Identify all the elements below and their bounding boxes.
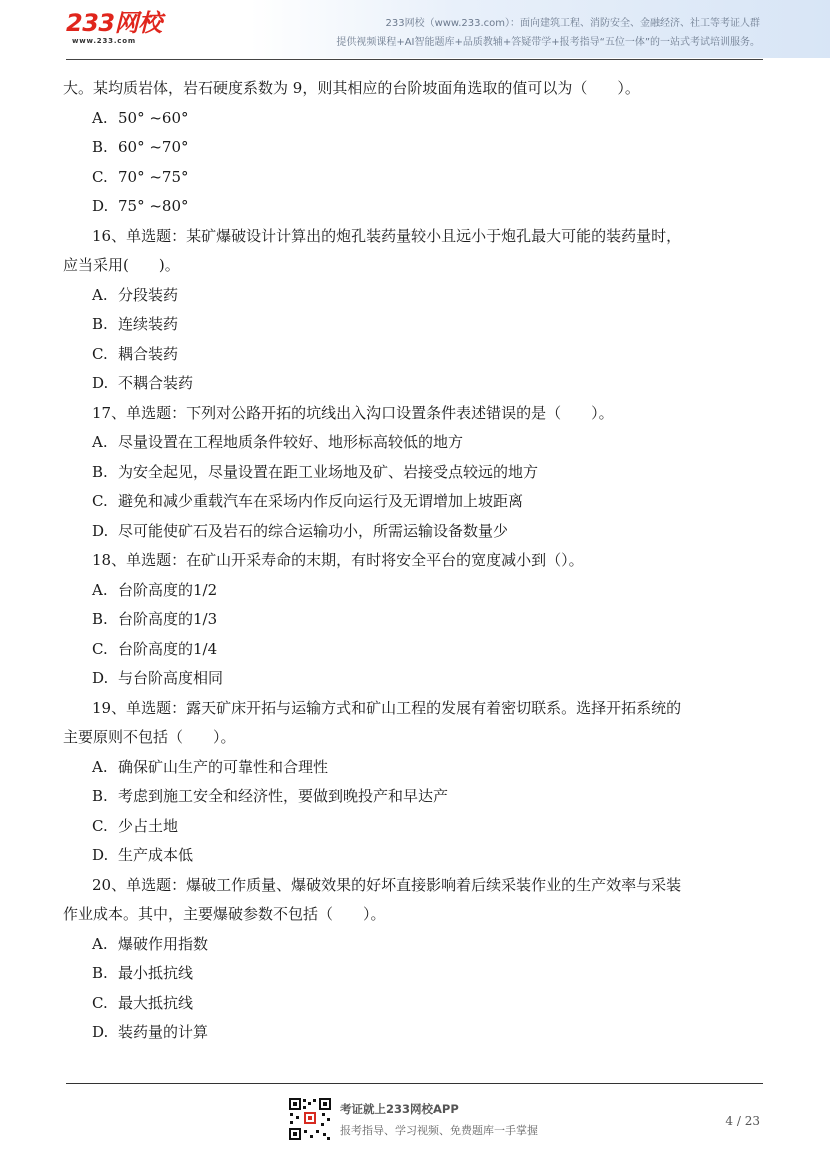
- option-label: C.: [92, 639, 108, 658]
- answer-option: [63, 133, 763, 163]
- option-label: D.: [92, 669, 109, 687]
- answer-option: [63, 576, 763, 606]
- line-text: 台阶高度的1/3: [118, 610, 218, 628]
- logo: [66, 10, 166, 50]
- footer-app-subtitle: 报考指导、学习视频、免费题库一手掌握: [340, 1124, 538, 1137]
- answer-option: [63, 930, 763, 960]
- line-text: 尽量设置在工程地质条件较好、地形标高较低的地方: [118, 433, 464, 451]
- line-text: 60° ~70°: [118, 138, 189, 156]
- question-stem: [63, 871, 763, 901]
- answer-option: [63, 841, 763, 871]
- question-text-continued: [63, 74, 763, 104]
- header-divider: [66, 59, 763, 60]
- line-text: 17、单选题：下列对公路开拓的坑线出入沟口设置条件表述错误的是（ ）。: [92, 403, 614, 422]
- logo-text: 233网校: [66, 9, 162, 37]
- question-stem: [63, 694, 763, 724]
- header-slogan-line2: 提供视频课程+AI智能题库+品质教辅+答疑带学+报考指导“五位一体”的一站式考试培训服务。: [336, 37, 760, 48]
- option-label: C.: [92, 492, 108, 510]
- question-content: [63, 74, 763, 1048]
- line-text: 最小抵抗线: [118, 964, 194, 982]
- line-text: 19、单选题：露天矿床开拓与运输方式和矿山工程的发展有着密切联系。选择开拓系统的: [92, 698, 682, 717]
- line-text: 最大抵抗线: [118, 993, 194, 1012]
- line-text: 不耦合装药: [118, 374, 194, 392]
- option-label: C.: [92, 167, 108, 186]
- line-text: 主要原则不包括（ ）。: [63, 728, 236, 746]
- option-label: A.: [92, 108, 108, 127]
- option-label: D.: [92, 846, 109, 864]
- option-label: B.: [92, 610, 108, 628]
- answer-option: [63, 812, 763, 842]
- answer-option: [63, 428, 763, 458]
- line-text: 爆破作用指数: [118, 934, 209, 953]
- option-label: C.: [92, 816, 108, 835]
- line-text: 分段装药: [118, 285, 179, 304]
- answer-option: [63, 635, 763, 665]
- line-text: 连续装药: [118, 315, 179, 333]
- page-number: 4 / 23: [725, 1114, 760, 1128]
- answer-option: [63, 605, 763, 635]
- option-label: A.: [92, 934, 108, 953]
- option-label: C.: [92, 344, 108, 363]
- option-label: D.: [92, 521, 109, 540]
- option-label: D.: [92, 1023, 109, 1041]
- line-text: 少占土地: [118, 816, 179, 835]
- answer-option: [63, 753, 763, 783]
- option-label: B.: [92, 787, 108, 805]
- header-slogan-line1: 233网校（www.233.com）：面向建筑工程、消防安全、金融经济、社工等考证人群: [385, 18, 760, 29]
- line-text: 50° ~60°: [118, 108, 189, 127]
- option-label: A.: [92, 433, 108, 451]
- option-label: A.: [92, 580, 108, 599]
- line-text: 18、单选题：在矿山开采寿命的末期，有时将安全平台的宽度减小到（）。: [92, 551, 584, 569]
- line-text: 耦合装药: [118, 344, 179, 363]
- option-label: A.: [92, 285, 108, 304]
- question-stem: [63, 546, 763, 576]
- line-text: 应当采用( )。: [63, 256, 180, 274]
- answer-option: [63, 310, 763, 340]
- line-text: 尽可能使矿石及岩石的综合运输功小，所需运输设备数量少: [118, 521, 509, 540]
- answer-option: [63, 369, 763, 399]
- option-label: B.: [92, 315, 108, 333]
- line-text: 20、单选题：爆破工作质量、爆破效果的好坏直接影响着后续采装作业的生产效率与采装: [92, 875, 682, 894]
- option-label: B.: [92, 964, 108, 982]
- option-label: B.: [92, 138, 108, 156]
- answer-option: [63, 192, 763, 222]
- question-text-continued: [63, 723, 763, 753]
- logo-url: www.233.com: [72, 37, 136, 45]
- line-text: 作业成本。其中，主要爆破参数不包括（ ）。: [63, 905, 386, 923]
- answer-option: [63, 458, 763, 488]
- option-label: D.: [92, 197, 109, 215]
- qr-code-icon: [288, 1097, 332, 1141]
- option-label: C.: [92, 993, 108, 1012]
- answer-option: [63, 989, 763, 1019]
- line-text: 确保矿山生产的可靠性和合理性: [118, 757, 329, 776]
- answer-option: [63, 163, 763, 193]
- answer-option: [63, 664, 763, 694]
- question-text-continued: [63, 900, 763, 930]
- line-text: 70° ~75°: [118, 167, 189, 186]
- line-text: 生产成本低: [118, 846, 194, 864]
- line-text: 16、单选题：某矿爆破设计计算出的炮孔装药量较小且远小于炮孔最大可能的装药量时，: [92, 226, 682, 245]
- answer-option: [63, 281, 763, 311]
- option-label: A.: [92, 757, 108, 776]
- page-header: [0, 0, 830, 62]
- question-stem: [63, 222, 763, 252]
- line-text: 大。某均质岩体，岩石硬度系数为 9，则其相应的台阶坡面角选取的值可以为（ ）。: [63, 79, 640, 97]
- option-label: B.: [92, 462, 108, 481]
- question-stem: [63, 399, 763, 429]
- line-text: 避免和减少重载汽车在采场内作反向运行及无谓增加上坡距离: [118, 492, 524, 510]
- answer-option: [63, 487, 763, 517]
- question-text-continued: [63, 251, 763, 281]
- line-text: 台阶高度的1/4: [118, 639, 218, 658]
- answer-option: [63, 340, 763, 370]
- answer-option: [63, 782, 763, 812]
- line-text: 台阶高度的1/2: [118, 580, 218, 599]
- line-text: 考虑到施工安全和经济性，要做到晚投产和早达产: [118, 787, 449, 805]
- line-text: 75° ~80°: [118, 197, 189, 215]
- answer-option: [63, 959, 763, 989]
- line-text: 与台阶高度相同: [118, 669, 224, 687]
- footer-divider: [66, 1083, 763, 1084]
- answer-option: [63, 517, 763, 547]
- answer-option: [63, 104, 763, 134]
- line-text: 装药量的计算: [118, 1023, 209, 1041]
- header-banner: [250, 0, 830, 58]
- option-label: D.: [92, 374, 109, 392]
- answer-option: [63, 1018, 763, 1048]
- line-text: 为安全起见，尽量设置在距工业场地及矿、岩接受点较远的地方: [118, 462, 539, 481]
- footer-app-title: 考证就上233网校APP: [340, 1102, 459, 1116]
